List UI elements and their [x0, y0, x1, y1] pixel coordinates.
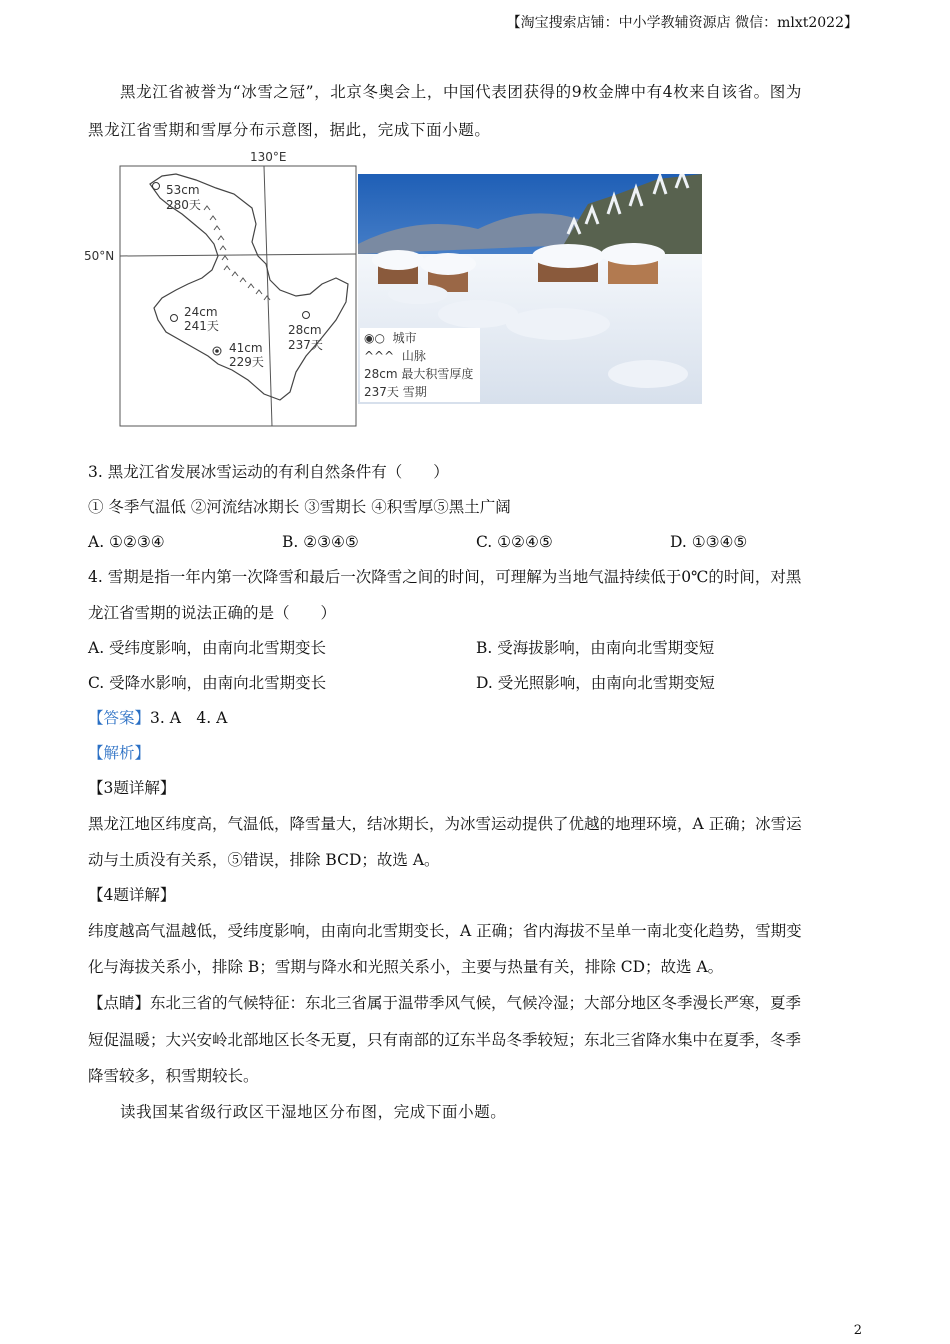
legend-mountain-row — [364, 347, 480, 365]
snow-map-figure — [84, 144, 364, 429]
point4-depth: 28cm — [288, 323, 322, 337]
tip-text-1: 东北三省的气候特征：东北三省属于温带季风气候，气候冷湿；大部分地区冬季漫长严寒，夏季 — [150, 994, 802, 1012]
city-marker-4 — [303, 312, 310, 319]
map-frame — [120, 166, 356, 426]
mountain-symbol-icon: ^^^ — [364, 349, 395, 363]
city-marker-2 — [171, 315, 178, 322]
legend-days-label: 雪期 — [402, 385, 427, 399]
q4-option-a: A. 受纬度影响，由南向北雪期变长 — [88, 639, 327, 657]
next-question-intro: 读我国某省级行政区干湿地区分布图，完成下面小题。 — [120, 1103, 507, 1121]
page-header: 【淘宝搜索店铺：中小学教辅资源店 微信：mlxt2022】 — [506, 15, 858, 31]
answer-text: 3. A 4. A — [150, 709, 228, 727]
legend-mountain-label: 山脉 — [401, 349, 426, 363]
map-legend — [360, 328, 480, 402]
point4-days: 237天 — [288, 338, 323, 352]
q3-option-c: C. ①②④⑤ — [476, 533, 553, 551]
tip-line-1 — [88, 993, 801, 1013]
intro-line-1: 黑龙江省被誉为“冰雪之冠”，北京冬奥会上，中国代表团获得的9枚金牌中有4枚来自该省。图为 — [120, 83, 802, 101]
point1-depth: 53cm — [166, 183, 200, 197]
point2-days: 241天 — [184, 319, 219, 333]
point3-days: 229天 — [229, 355, 264, 369]
legend-depth-row — [364, 365, 480, 383]
tip-line-2: 短促温暖；大兴安岭北部地区长冬无夏，只有南部的辽东半岛冬季较短；东北三省降水集中在夏季，冬季 — [88, 1031, 802, 1049]
analysis-tag: 【解析】 — [88, 744, 151, 762]
q4-option-c: C. 受降水影响，由南向北雪期变长 — [88, 674, 327, 692]
q4-stem-1: 4. 雪期是指一年内第一次降雪和最后一次降雪之间的时间，可理解为当地气温持续低于0℃的时间，对黑 — [88, 568, 802, 586]
q4-option-d: D. 受光照影响，由南向北雪期变短 — [476, 674, 715, 692]
tip-line-3: 降雪较多，积雪期较长。 — [88, 1067, 259, 1085]
detail-4-line-1: 纬度越高气温越低，受纬度影响，由南向北雪期变长，A 正确；省内海拔不呈单一南北变化趋势，雪期变 — [88, 922, 802, 940]
legend-city-label: 城市 — [392, 331, 417, 345]
detail-3-line-2: 动与土质没有关系，⑤错误，排除 BCD；故选 A。 — [88, 851, 440, 869]
page-number: 2 — [853, 1323, 862, 1338]
legend-days-sample: 237天 — [364, 385, 399, 399]
detail-3-title: 【3题详解】 — [88, 779, 176, 797]
detail-4-title: 【4题详解】 — [88, 886, 176, 904]
q4-option-b: B. 受海拔影响，由南向北雪期变短 — [476, 639, 715, 657]
legend-depth-sample: 28cm — [364, 367, 398, 381]
legend-days-row — [364, 383, 480, 401]
tip-tag: 【点睛】 — [88, 994, 151, 1012]
q3-stem: 3. 黑龙江省发展冰雪运动的有利自然条件有（ ） — [88, 463, 449, 481]
legend-city-row — [364, 329, 480, 347]
q3-option-d: D. ①③④⑤ — [670, 533, 748, 551]
city-marker-1 — [153, 183, 160, 190]
lon-label: 130°E — [250, 150, 287, 164]
q4-stem-2: 龙江省雪期的说法正确的是（ ） — [88, 604, 337, 622]
point3-depth: 41cm — [229, 341, 263, 355]
legend-depth-label: 最大积雪厚度 — [401, 367, 474, 381]
q3-items: ① 冬季气温低 ②河流结冰期长 ③雪期长 ④积雪厚⑤黑土广阔 — [88, 498, 511, 516]
q3-option-b: B. ②③④⑤ — [282, 533, 359, 551]
detail-4-line-2: 化与海拔关系小，排除 B；雪期与降水和光照关系小，主要与热量有关，排除 CD；故选 A。 — [88, 958, 724, 976]
point1-days: 280天 — [166, 198, 201, 212]
city-symbol-icon: ◉○ — [364, 331, 385, 345]
answer-tag: 【答案】 — [88, 709, 151, 727]
intro-line-2: 黑龙江省雪期和雪厚分布示意图，据此，完成下面小题。 — [88, 121, 491, 139]
answer-line — [88, 708, 227, 728]
point2-depth: 24cm — [184, 305, 218, 319]
detail-3-line-1: 黑龙江地区纬度高，气温低，降雪量大，结冰期长，为冰雪运动提供了优越的地理环境，A 正确；冰雪运 — [88, 815, 802, 833]
lat-label: 50°N — [84, 249, 115, 263]
q3-option-a: A. ①②③④ — [88, 533, 165, 551]
